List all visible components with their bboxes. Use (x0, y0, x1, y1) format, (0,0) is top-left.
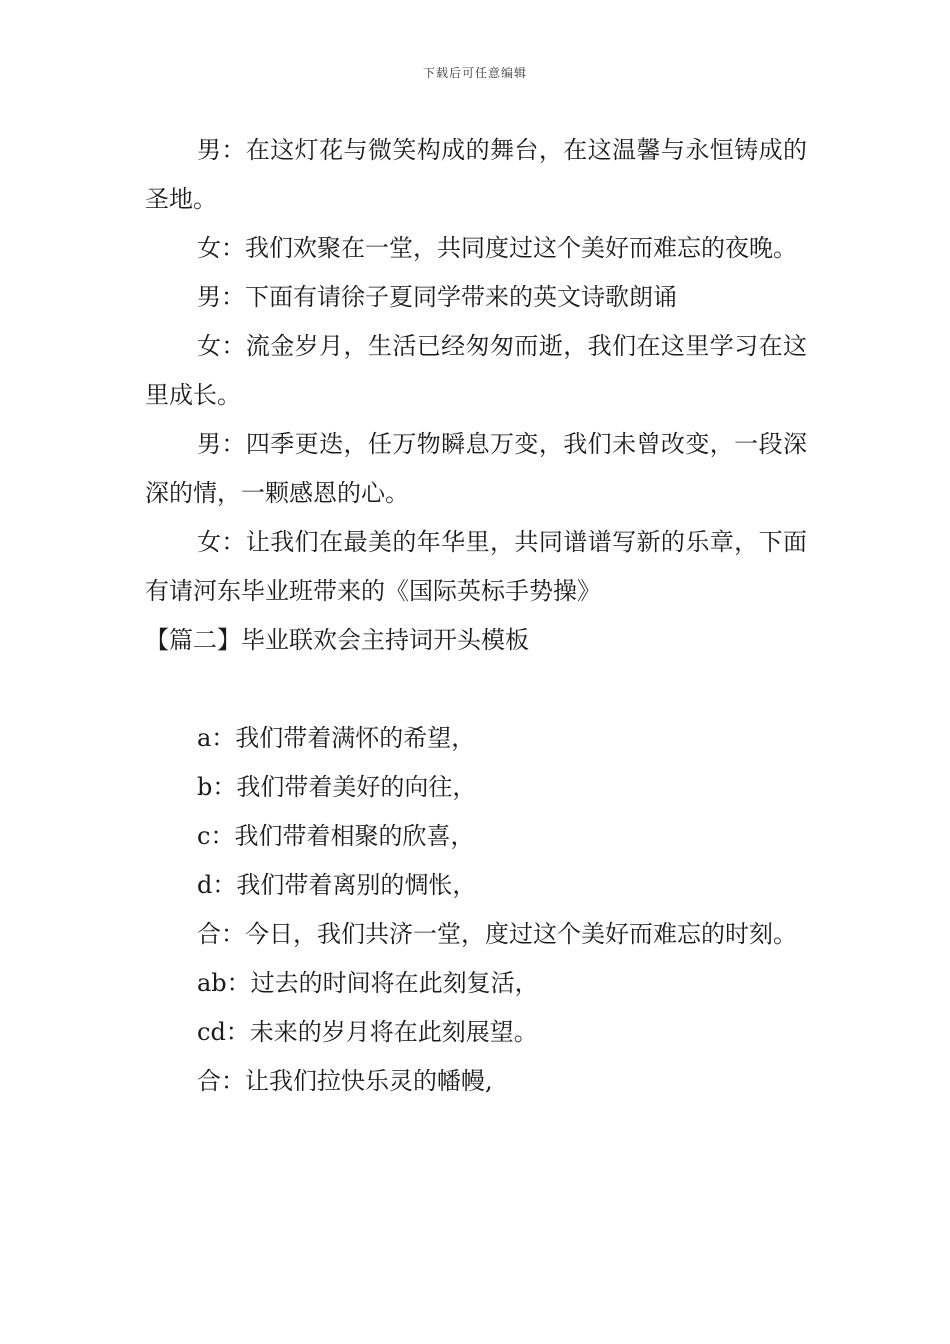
dialogue-line: a：我们带着满怀的希望， (197, 724, 476, 752)
dialogue-line: 男：下面有请徐子夏同学带来的英文诗歌朗诵 (197, 283, 677, 311)
dialogue-line: 女：让我们在最美的年华里，共同谱谱写新的乐章，下面有请河东毕业班带来的《国际英标手势操》 (145, 528, 807, 605)
dialogue-line: b：我们带着美好的向往， (197, 773, 477, 801)
dialogue-line: ab：过去的时间将在此刻复活， (197, 969, 539, 997)
blank-line (145, 665, 807, 714)
dialogue-line: 合：今日，我们共济一堂，度过这个美好而难忘的时刻。 (197, 920, 797, 948)
dialogue-line: 男：四季更迭，任万物瞬息万变，我们未曾改变，一段深深的情，一颗感恩的心。 (145, 430, 807, 507)
document-body (145, 126, 807, 1106)
dialogue-line: 女：我们欢聚在一堂，共同度过这个美好而难忘的夜晚。 (197, 234, 797, 262)
dialogue-line: 女：流金岁月，生活已经匆匆而逝，我们在这里学习在这里成长。 (145, 332, 807, 409)
dialogue-line: 男：在这灯花与微笑构成的舞台，在这温馨与永恒铸成的圣地。 (145, 136, 807, 213)
section-heading: 【篇二】毕业联欢会主持词开头模板 (145, 626, 529, 654)
dialogue-line: d：我们带着离别的惆怅， (197, 871, 477, 899)
page-header-note: 下载后可任意编辑 (422, 66, 527, 80)
dialogue-line: c：我们带着相聚的欣喜， (197, 822, 475, 850)
dialogue-line: 合：让我们拉快乐灵的幡幔, (197, 1067, 493, 1095)
dialogue-line: cd：未来的岁月将在此刻展望。 (197, 1018, 538, 1046)
